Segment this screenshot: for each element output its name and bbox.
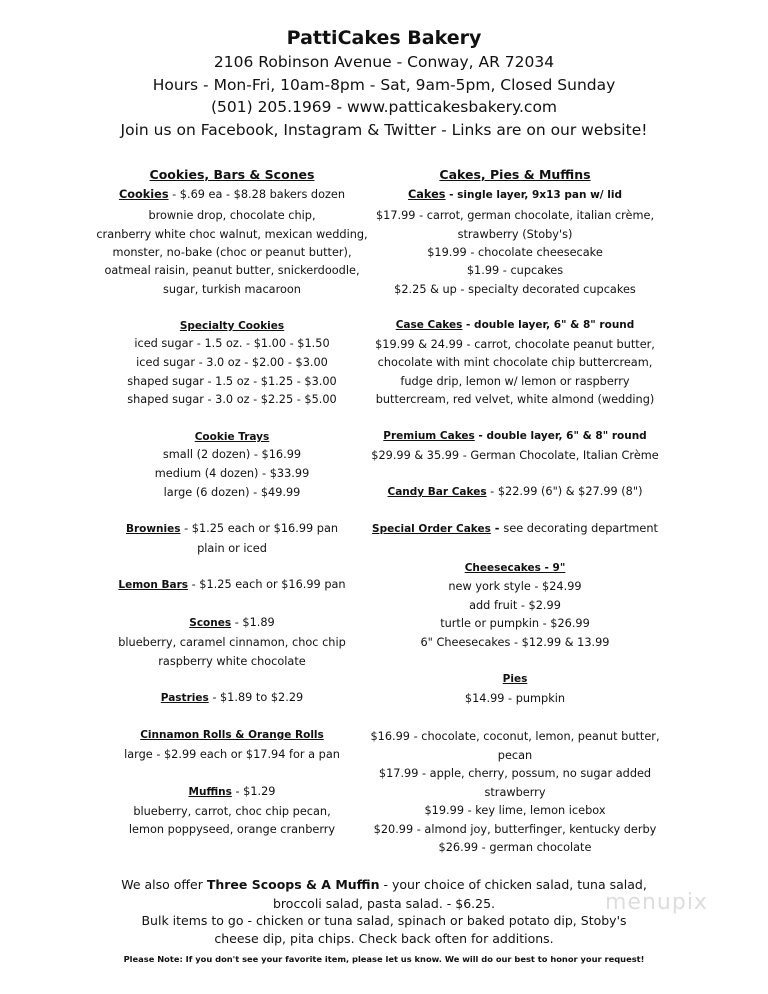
item-line: strawberry (Stoby's) — [457, 228, 573, 241]
item-line: buttercream, red velvet, white almond (wedding) — [375, 393, 655, 406]
item-line: $1.99 - cupcakes — [466, 264, 564, 277]
item-price: - $22.99 (6") & $27.99 (8") — [486, 485, 643, 498]
item-line: iced sugar - 3.0 oz - $2.00 - $3.00 — [136, 356, 328, 369]
item-line: $19.99 & 24.99 - carrot, chocolate peanut butter, — [375, 338, 655, 351]
item-price: - single layer, 9x13 pan w/ lid — [445, 189, 622, 201]
item-line: plain or iced — [197, 542, 267, 555]
item-cookies — [119, 187, 345, 203]
item-line: $17.99 - apple, cherry, possum, no sugar added — [378, 767, 652, 780]
item-price: - double layer, 6" & 8" round — [474, 430, 647, 442]
item-label: Cinnamon Rolls & Orange Rolls — [140, 729, 324, 741]
item-price: - $1.29 — [231, 785, 276, 798]
item-line: fudge drip, lemon w/ lemon or raspberry — [400, 375, 630, 388]
item-muffins — [189, 784, 276, 800]
item-line: $19.99 - key lime, lemon icebox — [424, 804, 606, 817]
offer-rest: - your choice of chicken salad, tuna salad, — [379, 877, 647, 892]
item-price: - $.69 ea - $8.28 bakers dozen — [168, 188, 346, 201]
item-label: Brownies — [125, 523, 181, 535]
item-line: lemon poppyseed, orange cranberry — [128, 823, 336, 836]
item-line: $14.99 - pumpkin — [464, 692, 566, 705]
item-line: iced sugar - 1.5 oz. - $1.00 - $1.50 — [134, 337, 330, 350]
item-price: - double layer, 6" & 8" round — [462, 319, 635, 331]
item-line: chocolate with mint chocolate chip buttercream, — [377, 356, 653, 369]
item-price: - $1.25 each or $16.99 pan — [188, 578, 346, 591]
item-pastries — [161, 690, 303, 706]
item-label: Cookie Trays — [194, 431, 270, 443]
item-line: raspberry white chocolate — [158, 655, 306, 668]
item-line: 6" Cheesecakes - $12.99 & 13.99 — [420, 636, 610, 649]
item-line: brownie drop, chocolate chip, — [148, 209, 316, 222]
item-special-order — [372, 521, 658, 537]
offer-name: Three Scoops & A Muffin — [206, 877, 380, 892]
item-line: add fruit - $2.99 — [469, 599, 561, 612]
item-line: $20.99 - almond joy, butterfinger, kentucky derby — [373, 823, 657, 836]
item-line: sugar, turkish macaroon — [163, 283, 301, 296]
item-label: Special Order Cakes — [372, 523, 491, 535]
item-line: blueberry, carrot, choc chip pecan, — [133, 805, 331, 818]
item-line: shaped sugar - 1.5 oz - $1.25 - $3.00 — [127, 375, 337, 388]
bakery-title: PattiCakes Bakery — [286, 27, 482, 49]
item-line: small (2 dozen) - $16.99 — [162, 448, 302, 461]
item-price: - $1.25 each or $16.99 pan — [180, 522, 339, 535]
item-scones — [189, 615, 274, 631]
item-label: Case Cakes — [395, 319, 463, 331]
item-line: medium (4 dozen) - $33.99 — [154, 467, 310, 480]
item-label: Lemon Bars — [118, 579, 189, 591]
offer-line-2: broccoli salad, pasta salad. - $6.25. — [272, 896, 496, 911]
address: 2106 Robinson Avenue - Conway, AR 72034 — [213, 53, 555, 71]
item-line: strawberry — [484, 786, 546, 799]
item-dash: - — [490, 522, 504, 535]
item-line: $17.99 - carrot, german chocolate, italian crème, — [375, 209, 655, 222]
item-line: $2.25 & up - specialty decorated cupcakes — [394, 283, 636, 296]
item-label: Cakes — [408, 188, 446, 201]
contact: (501) 205.1969 - www.patticakesbakery.com — [210, 98, 558, 116]
item-candy-bar-cakes — [388, 484, 643, 500]
item-cakes — [408, 187, 622, 203]
offer-prefix: We also offer — [121, 877, 207, 892]
item-line: large - $2.99 each or $17.94 for a pan — [124, 748, 340, 761]
item-label: Premium Cakes — [383, 430, 475, 442]
please-note: Please Note: If you don't see your favorite item, please let us know. We will do our best to honor your request! — [123, 954, 645, 964]
item-lemon-bars — [118, 577, 345, 593]
section-heading: Cakes, Pies & Muffins — [439, 167, 591, 182]
item-premium-cakes — [383, 428, 646, 444]
item-label: Candy Bar Cakes — [387, 486, 487, 498]
item-price: - $1.89 — [231, 616, 275, 629]
item-line: pecan — [497, 749, 533, 762]
item-brownies — [126, 521, 338, 537]
item-line: monster, no-bake (choc or peanut butter), — [112, 246, 352, 259]
item-label: Muffins — [188, 786, 232, 798]
bulk-line-1: Bulk items to go - chicken or tuna salad, spinach or baked potato dip, Stoby's — [141, 913, 627, 928]
social: Join us on Facebook, Instagram & Twitter - Links are on our website! — [120, 121, 648, 139]
item-line: new york style - $24.99 — [448, 580, 582, 593]
item-note: see decorating department — [503, 522, 658, 535]
item-case-cakes — [396, 317, 635, 333]
item-label: Cookies — [118, 188, 169, 201]
item-line: shaped sugar - 3.0 oz - $2.25 - $5.00 — [127, 393, 337, 406]
watermark: menupix — [605, 890, 708, 915]
item-label: Cheesecakes - 9" — [464, 562, 566, 574]
item-line: blueberry, caramel cinnamon, choc chip — [118, 636, 346, 649]
item-line: turtle or pumpkin - $26.99 — [440, 617, 590, 630]
item-label: Specialty Cookies — [179, 320, 285, 332]
offer-line — [121, 876, 647, 894]
hours: Hours - Mon-Fri, 10am-8pm - Sat, 9am-5pm, Closed Sunday — [152, 76, 616, 94]
item-line: $26.99 - german chocolate — [438, 841, 592, 854]
item-line: $29.99 & 35.99 - German Chocolate, Italian Crème — [371, 449, 659, 462]
item-label: Pies — [502, 673, 528, 685]
item-label: Pastries — [160, 692, 209, 704]
item-line: $19.99 - chocolate cheesecake — [427, 246, 603, 259]
item-line: oatmeal raisin, peanut butter, snickerdoodle, — [104, 264, 360, 277]
item-line: large (6 dozen) - $49.99 — [163, 486, 301, 499]
item-label: Scones — [189, 617, 232, 629]
bulk-line-2: cheese dip, pita chips. Check back often for additions. — [214, 931, 554, 946]
item-line: $16.99 - chocolate, coconut, lemon, peanut butter, — [370, 730, 660, 743]
section-heading: Cookies, Bars & Scones — [149, 167, 315, 182]
item-line: cranberry white choc walnut, mexican wedding, — [96, 228, 368, 241]
item-price: - $1.89 to $2.29 — [208, 691, 304, 704]
